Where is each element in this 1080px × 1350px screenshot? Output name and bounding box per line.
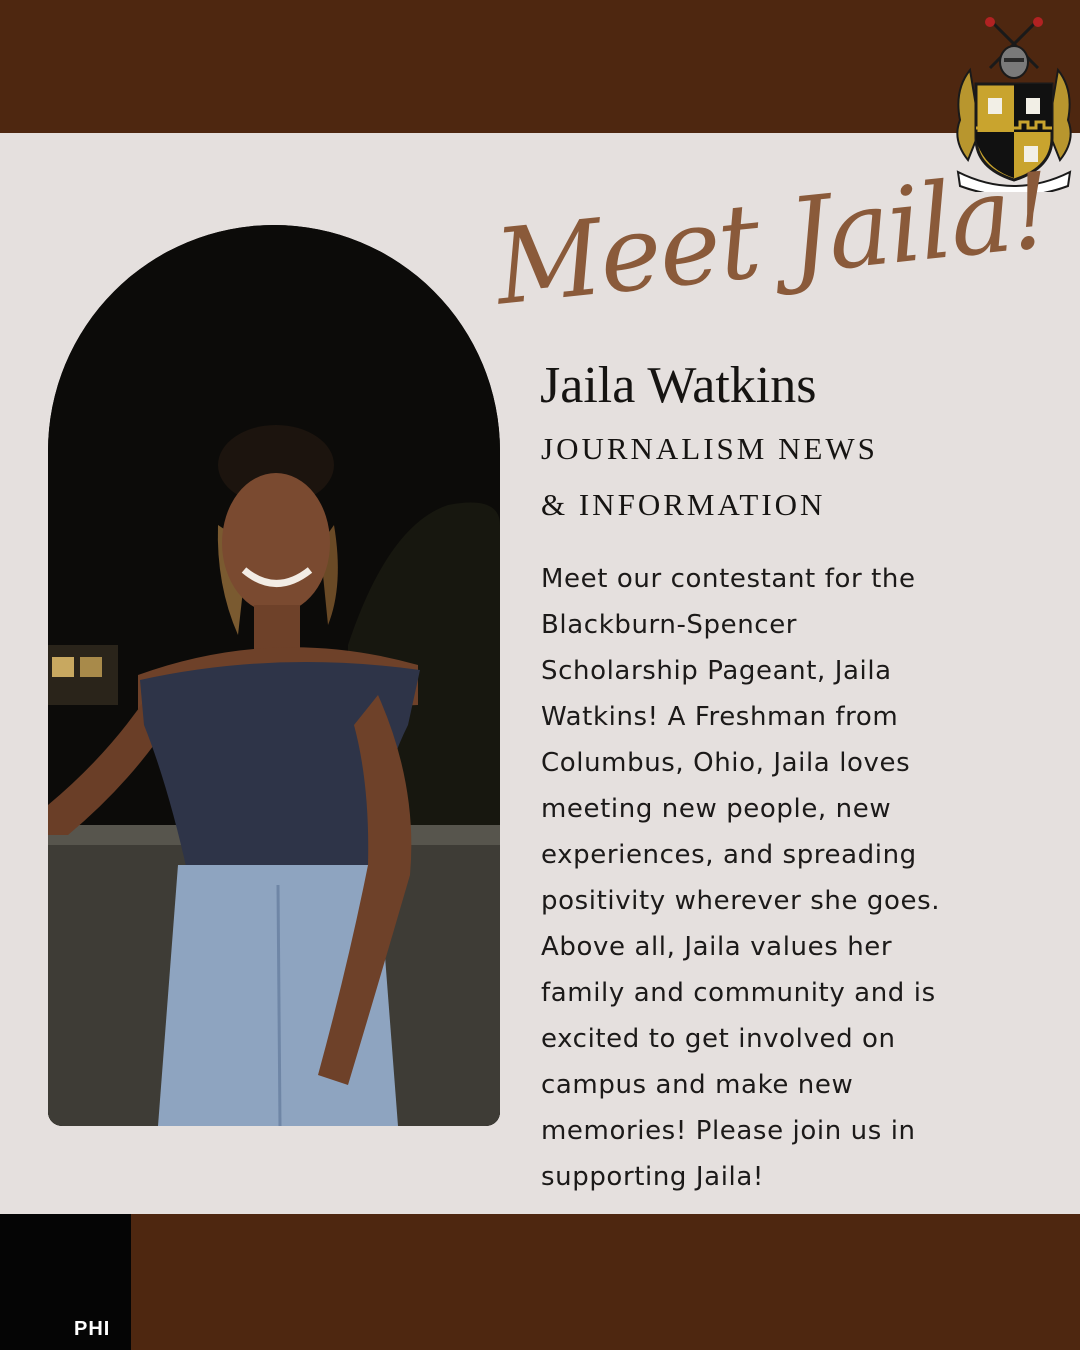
bio-line: excited to get involved on bbox=[541, 1024, 896, 1054]
bio-line: Blackburn-Spencer bbox=[541, 610, 798, 640]
bio-line: Scholarship Pageant, Jaila bbox=[541, 656, 892, 686]
bio-line: Above all, Jaila values her bbox=[541, 932, 893, 962]
contestant-name: Jaila Watkins bbox=[540, 357, 817, 414]
bio-line: family and community and is bbox=[541, 978, 936, 1008]
footer-black-block bbox=[0, 1214, 131, 1350]
bio-line: supporting Jaila! bbox=[541, 1162, 764, 1192]
bottom-brown-band bbox=[0, 1214, 1080, 1350]
bio-line: experiences, and spreading bbox=[541, 840, 917, 870]
bio-paragraph bbox=[541, 556, 981, 1200]
bio-line: memories! Please join us in bbox=[541, 1116, 916, 1146]
portrait-photo bbox=[48, 225, 500, 1126]
bio-line: positivity wherever she goes. bbox=[541, 886, 941, 916]
major-line: JOURNALISM NEWS bbox=[541, 431, 878, 466]
bio-line: Columbus, Ohio, Jaila loves bbox=[541, 748, 911, 778]
bio-line: Watkins! A Freshman from bbox=[541, 702, 899, 732]
bio-line: Meet our contestant for the bbox=[541, 564, 916, 594]
bio-line: meeting new people, new bbox=[541, 794, 892, 824]
major-line: & INFORMATION bbox=[541, 487, 826, 522]
major-heading bbox=[541, 421, 878, 533]
meet-jaila-title: Meet Jaila! bbox=[489, 149, 1056, 329]
top-brown-band bbox=[0, 0, 1080, 133]
phi-footer-tag: PHI bbox=[74, 1318, 111, 1340]
bio-line: campus and make new bbox=[541, 1070, 854, 1100]
